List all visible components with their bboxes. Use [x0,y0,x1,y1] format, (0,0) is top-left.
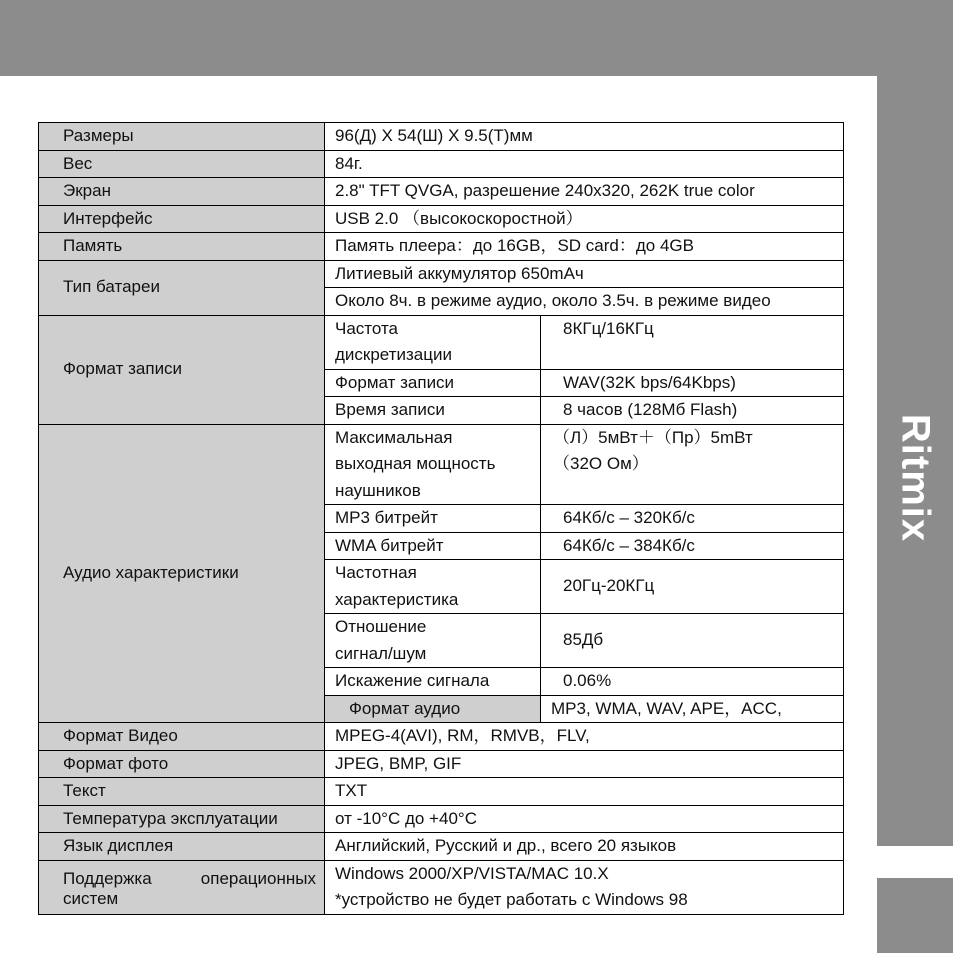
table-row [39,805,844,833]
spec-value-distortion: 0.06% [541,668,844,696]
spec-label-text: Текст [39,778,325,806]
spec-value-audio-format: MP3, WMA, WAV, APE，ACC, [541,695,844,723]
spec-label-memory: Память [39,233,325,261]
table-row [39,778,844,806]
spec-value-video-format: MPEG-4(AVI), RM，RMVB，FLV, [325,723,844,751]
table-row [39,750,844,778]
top-header-bar [0,0,953,76]
spec-label-temperature: Температура эксплуатации [39,805,325,833]
spec-label-battery: Тип батареи [39,260,325,315]
spec-label-weight: Вес [39,150,325,178]
spec-sublabel-snr-line: Отношение [335,617,427,636]
spec-value-photo-format: JPEG, BMP, GIF [325,750,844,778]
spec-value-weight: 84г. [325,150,844,178]
spec-label-size: Размеры [39,123,325,151]
spec-value-output-power [541,424,844,505]
table-row [39,233,844,261]
spec-sublabel-sampling-line: Частота [335,318,399,338]
spec-label-recording: Формат записи [39,315,325,424]
spec-sublabel-frequency-response [325,560,541,614]
side-page-tab [877,878,953,953]
spec-value-os-line: *устройство не будет работать с Windows 98 [335,890,688,909]
table-row [39,833,844,861]
spec-value-temperature: от -10°C до +40°C [325,805,844,833]
table-row [39,205,844,233]
spec-label-audio-format: Формат аудио [325,695,541,723]
spec-sublabel-record-time: Время записи [325,397,541,425]
spec-label-language: Язык дисплея [39,833,325,861]
spec-sublabel-wma-bitrate: WMA битрейт [325,532,541,560]
spec-sublabel-output-power-line: выходная мощность [335,454,496,473]
table-row [39,424,844,505]
spec-sublabel-mp3-bitrate: MP3 битрейт [325,505,541,533]
spec-value-size: 96(Д) X 54(Ш) X 9.5(Т)мм [325,123,844,151]
spec-sublabel-frequency-line: Частотная [335,563,417,582]
spec-label-os: Поддержка операционных систем [39,860,325,914]
spec-value-interface: USB 2.0 （высокоскоростной） [325,205,844,233]
table-row [39,260,844,288]
spec-value-output-power-line: （Л）5мВт＋（Пр）5mВт [553,427,753,447]
spec-label-video-format: Формат Видео [39,723,325,751]
spec-sublabel-sampling-line: дискретизации [335,345,452,364]
spec-value-output-power-line: （32О Ом） [553,454,649,473]
table-row [39,123,844,151]
spec-value-record-format: WAV(32K bps/64Kbps) [541,369,844,397]
spec-value-text: TXT [325,778,844,806]
spec-value-frequency-response: 20Гц-20КГц [541,560,844,614]
spec-sublabel-sampling [325,315,541,369]
spec-value-snr: 85Дб [541,614,844,668]
spec-value-memory: Память плеера：до 16GB，SD card：до 4GB [325,233,844,261]
spec-sublabel-output-power-line: Максимальная [335,427,453,447]
spec-value-battery-life: Около 8ч. в режиме аудио, около 3.5ч. в режиме видео [325,288,844,316]
table-row [39,178,844,206]
spec-label-screen: Экран [39,178,325,206]
spec-value-sampling: 8КГц/16КГц [541,315,844,369]
spec-sublabel-distortion: Искажение сигнала [325,668,541,696]
spec-sublabel-frequency-line: характеристика [335,589,459,609]
spec-label-interface: Интерфейс [39,205,325,233]
table-row [39,860,844,914]
table-row [39,150,844,178]
spec-value-language: Английский, Русский и др., всего 20 языков [325,833,844,861]
spec-sublabel-snr-line: сигнал/шум [335,643,427,663]
spec-value-os [325,860,844,914]
spec-sublabel-output-power [325,424,541,505]
spec-sublabel-record-format: Формат записи [325,369,541,397]
spec-value-screen: 2.8" TFT QVGA, разрешение 240x320, 262K true color [325,178,844,206]
spec-value-mp3-bitrate: 64Кб/с – 320Кб/с [541,505,844,533]
spec-label-photo-format: Формат фото [39,750,325,778]
spec-value-os-line: Windows 2000/XP/VISTA/MAC 10.X [335,863,609,883]
table-row [39,315,844,369]
spec-value-battery-type: Литиевый аккумулятор 650mAч [325,260,844,288]
brand-logo: Ritmix [893,413,938,543]
specifications-table [38,122,844,915]
spec-value-wma-bitrate: 64Кб/с – 384Кб/с [541,532,844,560]
spec-label-audio: Аудио характеристики [39,424,325,723]
table-row [39,723,844,751]
spec-value-record-time: 8 часов (128Мб Flash) [541,397,844,425]
spec-sublabel-snr [325,614,541,668]
spec-sublabel-output-power-line: наушников [335,480,421,500]
